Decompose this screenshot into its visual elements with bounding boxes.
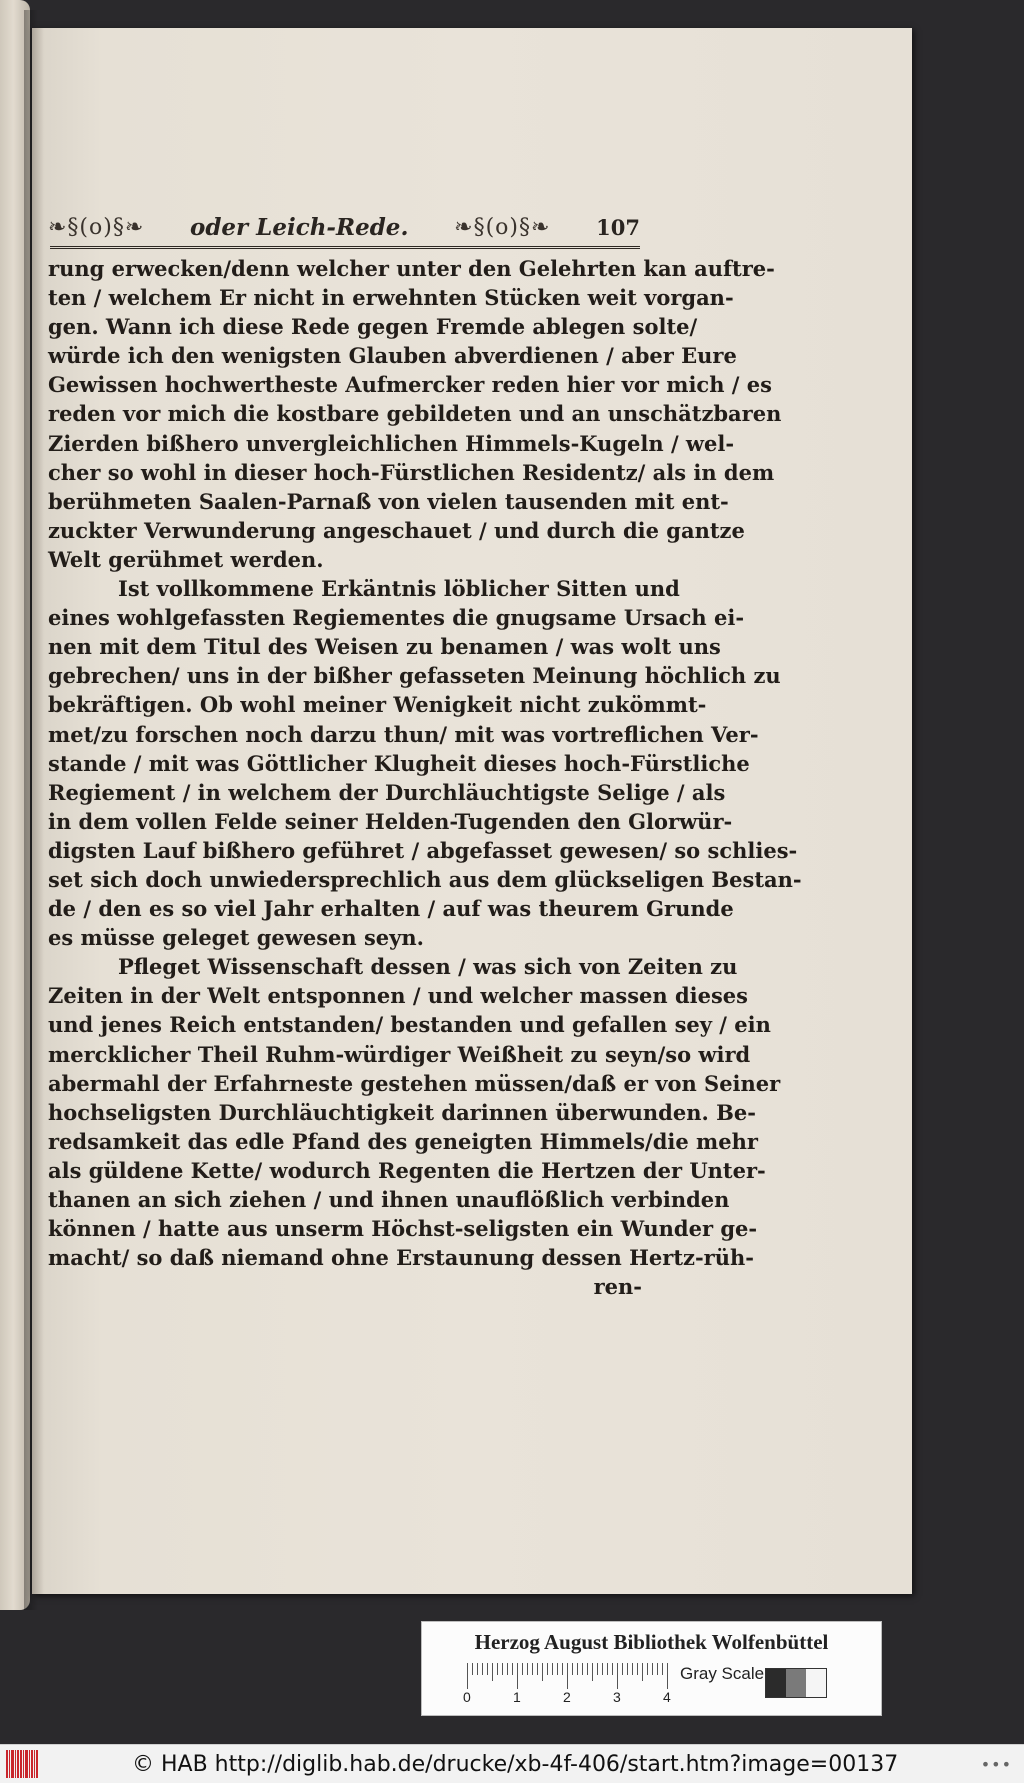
text-line: Welt gerühmet werden. (48, 546, 324, 572)
scale-tick (602, 1663, 603, 1675)
text-line: abermahl der Erfahrneste gestehen müssen/daß er von Seiner (48, 1070, 781, 1096)
header-rule (50, 246, 640, 249)
logo-bar (25, 1750, 28, 1778)
more-icon[interactable]: ••• (980, 1754, 1012, 1774)
text-line: digsten Lauf bißhero geführet / abgefasset gewesen/ so schlies- (48, 837, 798, 863)
text-line: ten / welchem Er nicht in erwehnten Stücken weit vorgan- (48, 285, 734, 311)
text-line: Pfleget Wissenschaft dessen / was sich von Zeiten zu (118, 954, 738, 980)
logo-bar (17, 1750, 19, 1778)
text-line: es müsse geleget gewesen seyn. (48, 925, 424, 951)
scale-label: 3 (613, 1689, 621, 1705)
copyright-url[interactable]: © HAB http://diglib.hab.de/drucke/xb-4f-406/start.htm?image=00137 (132, 1751, 899, 1777)
logo-bar (20, 1750, 22, 1778)
scale-tick (487, 1663, 488, 1675)
scale-tick (617, 1663, 618, 1689)
scale-tick (627, 1663, 628, 1675)
scale-tick (582, 1663, 583, 1675)
scale-tick (572, 1663, 573, 1675)
logo-bar (36, 1750, 38, 1778)
text-line: redsamkeit das edle Pfand des geneigten Himmels/die mehr (48, 1128, 758, 1154)
text-line: Gewissen hochwertheste Aufmercker reden hier vor mich / es (48, 372, 772, 398)
text-line: Zeiten in der Welt entsponnen / und welcher massen dieses (48, 983, 748, 1009)
scale-tick (527, 1663, 528, 1675)
text-line: gen. Wann ich diese Rede gegen Fremde ablegen solte/ (48, 314, 698, 340)
text-line: thanen an sich ziehen / und ihnen unauflößlich verbinden (48, 1187, 730, 1212)
scale-tick (507, 1663, 508, 1675)
text-line: de / den es so viel Jahr erhalten / auf was theurem Grunde (48, 896, 734, 922)
scale-tick (612, 1663, 613, 1675)
ornament-left-icon: ❧§(o)§❧ (48, 214, 145, 240)
scale-tick (597, 1663, 598, 1675)
scale-tick (467, 1663, 468, 1689)
logo-bar (34, 1750, 35, 1778)
scale-tick (592, 1663, 593, 1681)
text-line: gebrechen/ uns in der bißher gefasseten Meinung höchlich zu (48, 663, 781, 689)
scale-tick (657, 1663, 658, 1675)
scale-label: 4 (663, 1689, 671, 1705)
scale-tick (502, 1663, 503, 1675)
text-line: macht/ so daß niemand ohne Erstaunung dessen Hertz-rüh- (48, 1245, 754, 1271)
scale-tick (497, 1663, 498, 1675)
text-line: berühmeten Saalen-Parnaß von vielen tausenden mit ent- (48, 488, 729, 514)
logo-bar (9, 1750, 10, 1778)
logo-bar (15, 1750, 16, 1778)
gray-swatch-light (806, 1669, 826, 1697)
scale-tick (562, 1663, 563, 1675)
scale-ruler (467, 1663, 667, 1691)
gray-scale-swatches (765, 1668, 827, 1698)
scale-tick (632, 1663, 633, 1675)
scale-tick (522, 1663, 523, 1675)
text-line: und jenes Reich entstanden/ bestanden und gefallen sey / ein (48, 1012, 771, 1038)
text-line: Zierden bißhero unvergleichlichen Himmels-Kugeln / wel- (48, 430, 735, 456)
text-line: zuckter Verwunderung angeschauet / und durch die gantze (48, 517, 745, 543)
catchword: ren- (593, 1274, 642, 1300)
text-line: mercklicher Theil Ruhm-würdiger Weißheit zu seyn/so wird (48, 1041, 751, 1067)
page-number: 107 (596, 214, 640, 240)
text-line: stande / mit was Göttlicher Klugheit dieses hoch-Fürstliche (48, 750, 750, 776)
scale-tick (577, 1663, 578, 1675)
scale-tick (472, 1663, 473, 1675)
scale-tick (477, 1663, 478, 1675)
ornament-right-icon: ❧§(o)§❧ (454, 214, 551, 240)
running-title: oder Leich-Rede. (189, 213, 409, 241)
scale-label: 0 (463, 1689, 471, 1705)
text-line: als güldene Kette/ wodurch Regenten die Hertzen der Unter- (48, 1157, 766, 1183)
scale-tick (517, 1663, 518, 1689)
logo-bar (11, 1750, 14, 1778)
gray-swatch-dark (766, 1669, 786, 1697)
scale-tick (652, 1663, 653, 1675)
page-header (48, 212, 640, 242)
gray-swatch-mid (786, 1669, 806, 1697)
text-line: würde ich den wenigsten Glauben abverdienen / aber Eure (48, 343, 737, 369)
text-line: set sich doch unwiedersprechlich aus dem glückseligen Bestan- (48, 866, 802, 892)
scale-tick (667, 1663, 668, 1689)
status-bar (0, 1744, 1024, 1783)
library-color-card (421, 1621, 882, 1716)
text-line: eines wohlgefassten Regiementes die gnugsame Ursach ei- (48, 605, 745, 631)
logo-bar (23, 1750, 24, 1778)
scale-tick (662, 1663, 663, 1675)
text-line: Regiement / in welchem der Durchläuchtigste Selige / als (48, 779, 726, 805)
logo-bar (6, 1750, 8, 1778)
scale-tick (532, 1663, 533, 1675)
text-line: nen mit dem Titul des Weisen zu benamen / was wolt uns (48, 634, 721, 660)
gray-scale-label: Gray Scale (680, 1664, 765, 1683)
scale-label: 1 (513, 1689, 521, 1705)
scale-tick (587, 1663, 588, 1675)
text-line: rung erwecken/denn welcher unter den Gelehrten kan auftre- (48, 256, 775, 281)
text-line: können / hatte aus unserm Höchst-seligsten ein Wunder ge- (48, 1216, 758, 1242)
text-line: Ist vollkommene Erkäntnis löblicher Sitten und (118, 576, 680, 602)
text-line: cher so wohl in dieser hoch-Fürstlichen Residentz/ als in dem (48, 459, 775, 485)
body-text (48, 254, 802, 1301)
text-line: in dem vollen Felde seiner Helden-Tugenden den Glorwür- (48, 808, 733, 834)
scale-tick (552, 1663, 553, 1675)
logo-bar (31, 1750, 33, 1778)
logo-bar (29, 1750, 30, 1778)
scale-tick (542, 1663, 543, 1681)
scale-tick (622, 1663, 623, 1675)
scale-tick (647, 1663, 648, 1675)
text-line: bekräftigen. Ob wohl meiner Wenigkeit nicht zukömmt- (48, 692, 707, 718)
text-line: met/zu forschen noch darzu thun/ mit was vortreflichen Ver- (48, 721, 759, 747)
library-name: Herzog August Bibliothek Wolfenbüttel (474, 1630, 829, 1654)
scale-tick (637, 1663, 638, 1675)
scale-label: 2 (563, 1689, 571, 1705)
scale-tick (547, 1663, 548, 1675)
page-binding-edge (32, 28, 44, 1594)
scale-tick (567, 1663, 568, 1689)
scale-tick (512, 1663, 513, 1675)
scale-tick (492, 1663, 493, 1681)
text-line: hochseligsten Durchläuchtigkeit darinnen überwunden. Be- (48, 1099, 756, 1125)
scale-tick (537, 1663, 538, 1675)
scale-tick (642, 1663, 643, 1681)
scale-tick (482, 1663, 483, 1675)
scale-tick (557, 1663, 558, 1675)
text-line: reden vor mich die kostbare gebildeten und an unschätzbaren (48, 401, 782, 427)
hab-logo-icon (6, 1750, 46, 1778)
scale-tick (607, 1663, 608, 1675)
